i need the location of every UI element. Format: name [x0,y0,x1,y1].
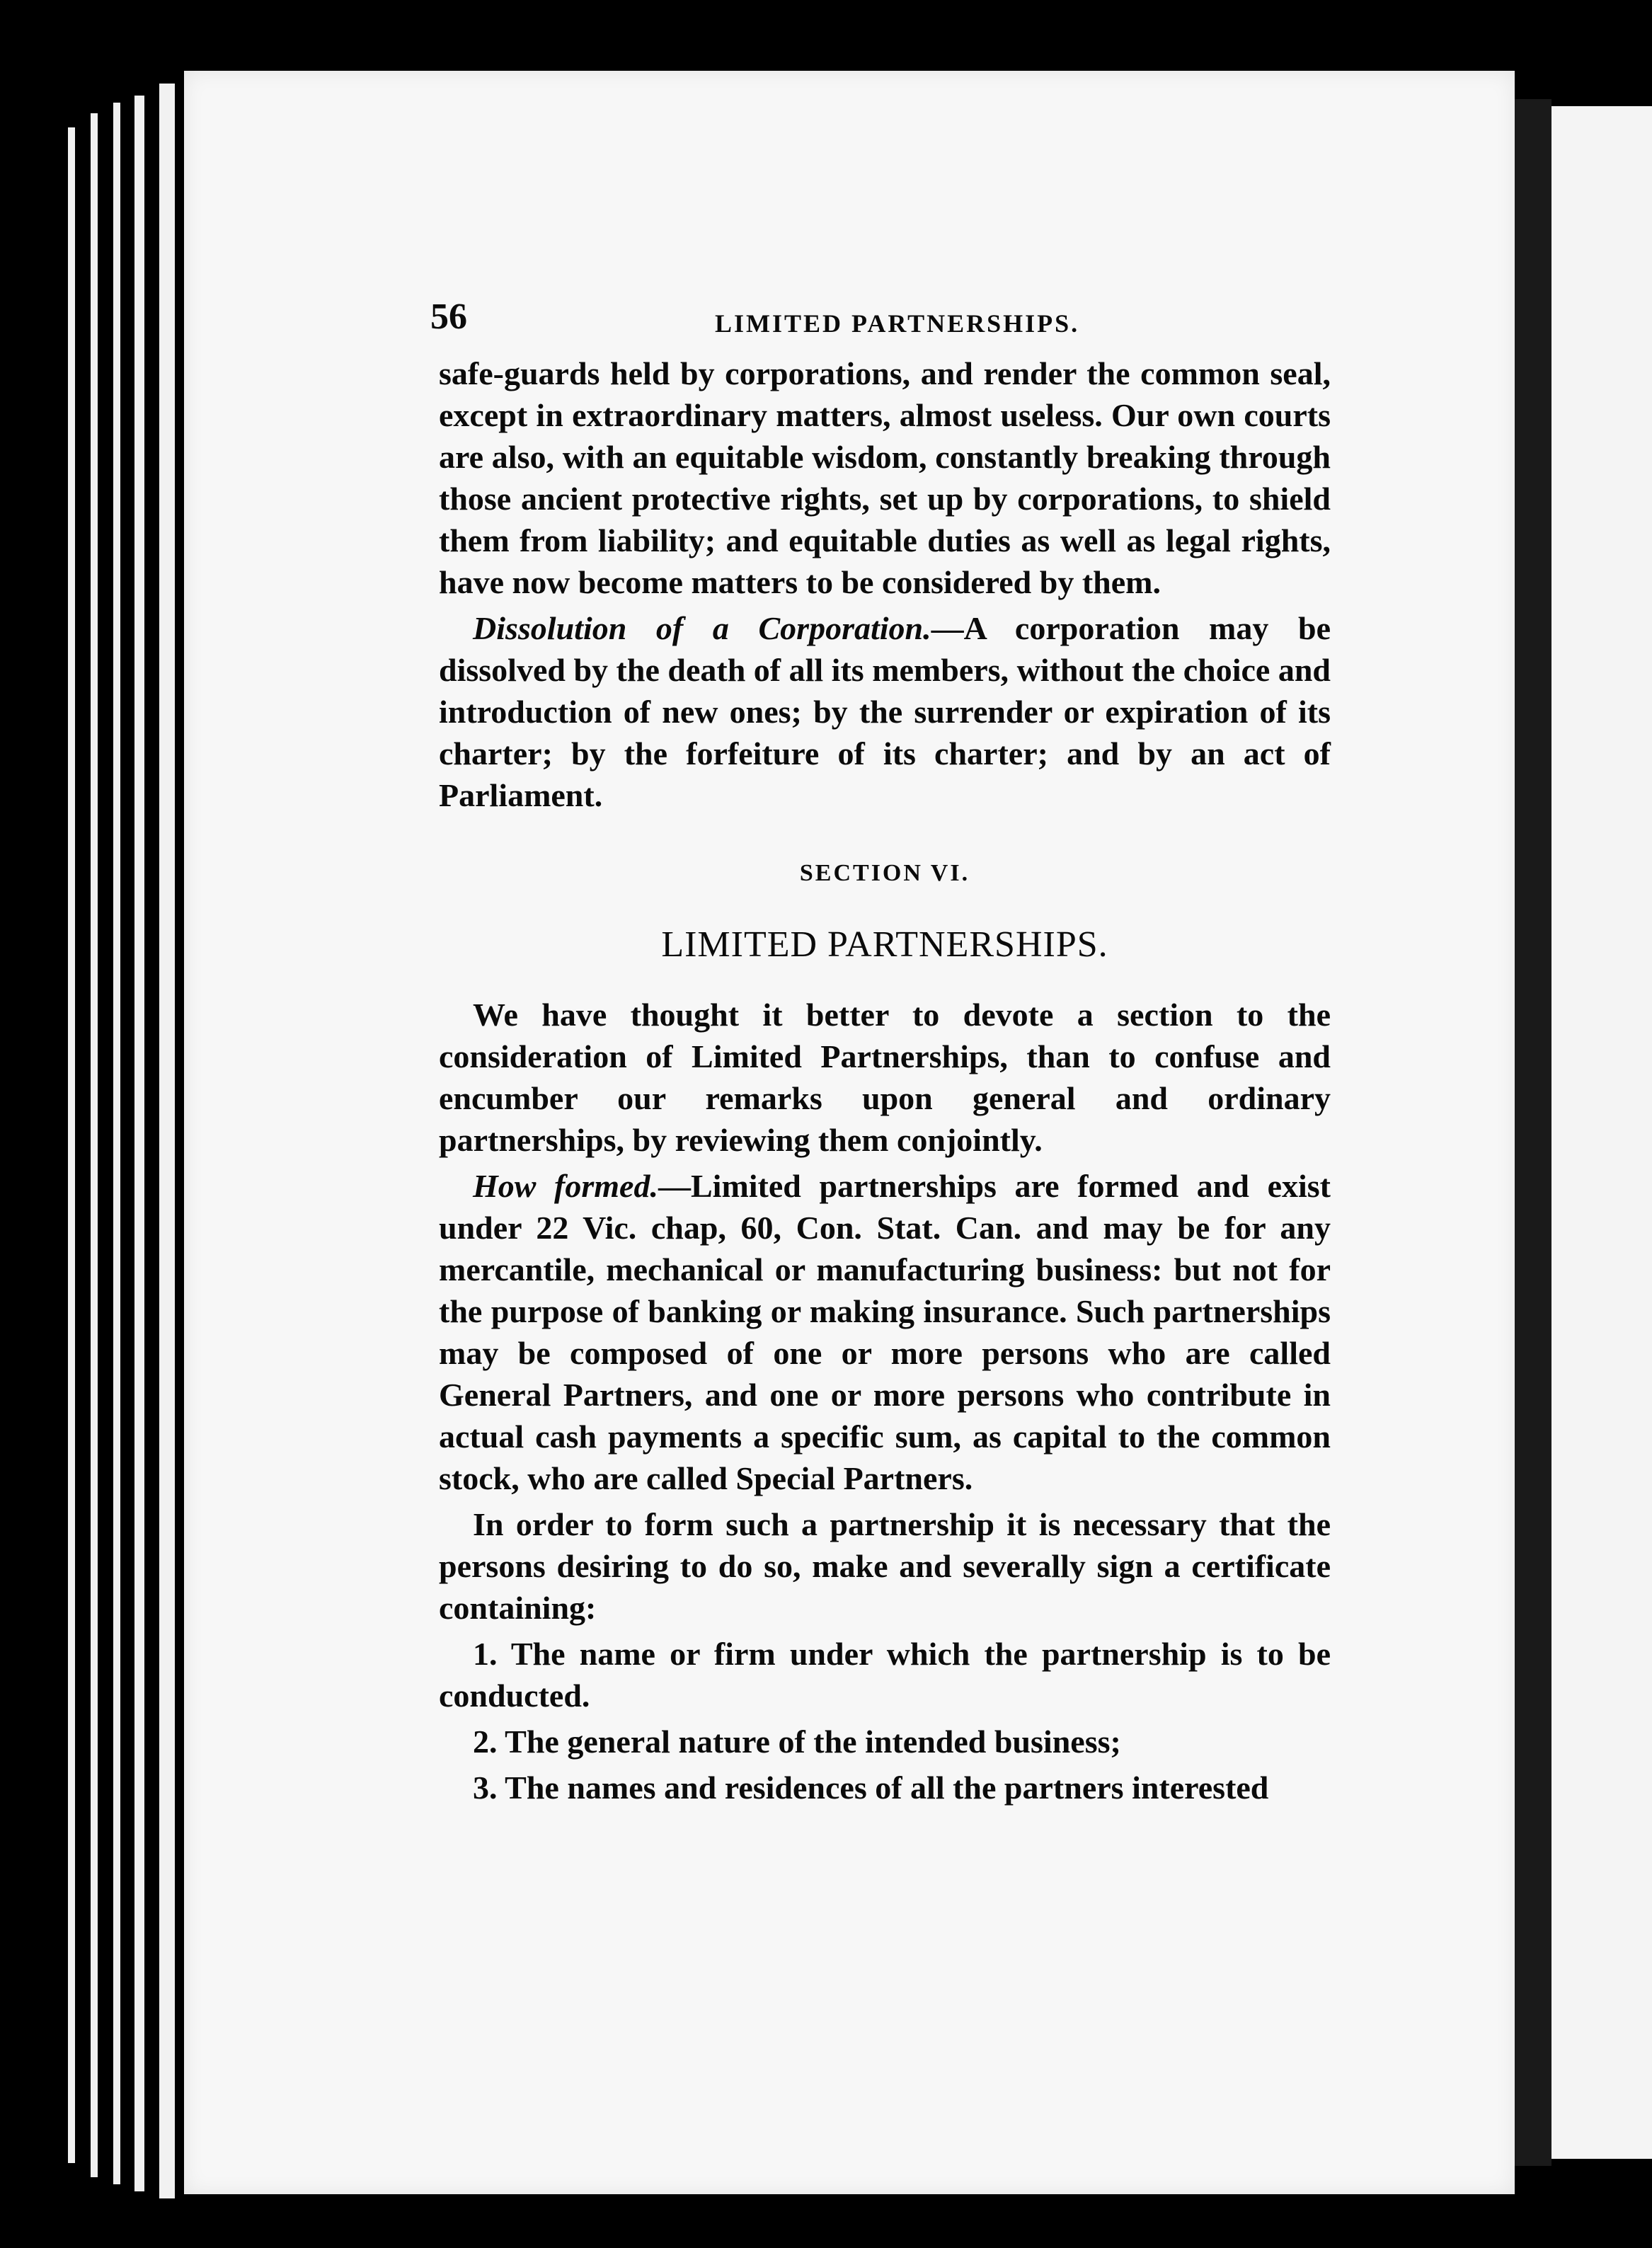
page-header [430,296,1331,352]
paragraph-body: —A corporation may be dissolved by the death of all its members, without the choice and introduction of new ones; by the surrender or expiration of its charter; by the forfeiture of its charter; and by an act of Parliament. [439,610,1331,813]
book-page [184,71,1515,2194]
paragraph-heading: Dissolution of a Corporation. [473,610,931,646]
section-title: LIMITED PARTNERSHIPS. [661,924,1108,965]
page-number: 56 [430,297,467,337]
facing-page [1551,106,1652,2159]
section-label: SECTION VI. [799,860,970,886]
paragraph-certificate: In order to form such a partnership it is necessary that the persons desiring to do so, make and severally sign a certificate containing: [439,1506,1331,1626]
page-edge [113,103,120,2184]
list-item: 2. The general nature of the intended business; [473,1724,1121,1760]
running-head: LIMITED PARTNERSHIPS. [715,309,1080,338]
paragraph-dissolution [439,607,1331,816]
page-edge [159,84,175,2198]
paragraph-corporations: safe-guards held by corporations, and render the common seal, except in extraordinary matters, almost useless. Our own courts are also, with an equitable wisdom, constantly breaking through those ancient protective rights, set up by corporations, to shield them from liability; and equitable duties as well as legal rights, have now become matters to be considered by them. [439,355,1331,600]
list-item: 3. The names and residences of all the partners interested [473,1770,1269,1806]
paragraph-intro: We have thought it better to devote a section to the consideration of Limited Partnerships, than to confuse and encumber our remarks upon general and ordinary partnerships, by reviewing them conjointly. [439,997,1331,1158]
list-item: 1. The name or firm under which the partnership is to be conducted. [439,1636,1331,1714]
page-edge [91,113,98,2177]
page-content [430,296,1331,1808]
page-edge [68,127,75,2163]
page-edge [134,96,144,2191]
paragraph-how-formed [439,1165,1331,1499]
paragraph-heading: How formed. [473,1168,658,1204]
paragraph-body: —Limited partnerships are formed and exist under 22 Vic. chap, 60, Con. Stat. Can. and may be for any mercantile, mechanical or manufacturing business: but not for the purpose of banking or making insurance. Such partnerships may be composed of one or more persons who are called General Partners, and one or more persons who contribute in actual cash payments a specific sum, as capital to the common stock, who are called Special Partners. [439,1168,1331,1496]
